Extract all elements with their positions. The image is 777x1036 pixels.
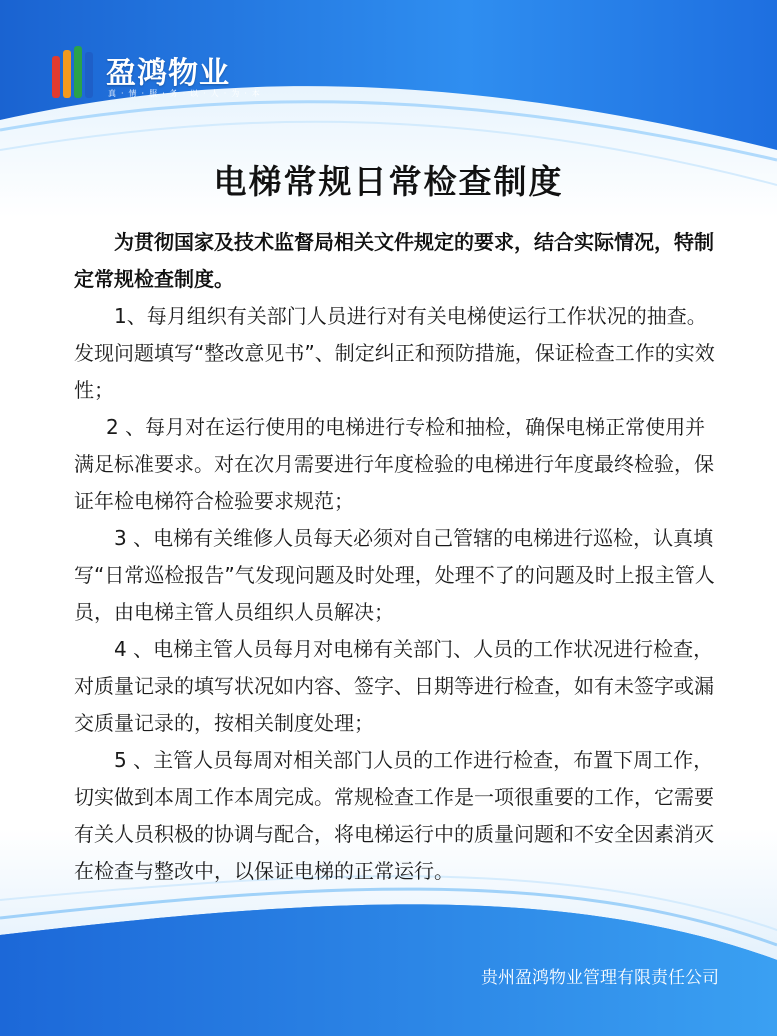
company-slogan: 真·情·服·务·以·人·为·本: [108, 89, 265, 98]
footer-company: 贵州盈鸿物业管理有限责任公司: [481, 968, 719, 988]
rule-item-2: 2 、每月对在运行使用的电梯进行专检和抽检，确保电梯正常使用并满足标准要求。对在次月需要进行年度检验的电梯进行年度最终检验，保证年检电梯符合检验要求规范；: [74, 415, 714, 513]
company-logo: [50, 44, 280, 104]
rule-item-1: 1、每月组织有关部门人员进行对有关电梯使运行工作状况的抽查。发现问题填写“整改意见书”、制定纠正和预防措施，保证检查工作的实效性；: [74, 304, 715, 402]
logo-stripes-icon: [50, 46, 98, 100]
rule-item-4: 4 、电梯主管人员每月对电梯有关部门、人员的工作状况进行检查，对质量记录的填写状况如内容、签字、日期等进行检查，如有未签字或漏交质量记录的，按相关制度处理；: [74, 637, 714, 735]
intro-paragraph: 为贯彻国家及技术监督局相关文件规定的要求，结合实际情况，特制定常规检查制度。: [74, 230, 714, 291]
rule-item-5: 5 、主管人员每周对相关部门人员的工作进行检查，布置下周工作，切实做到本周工作本周完成。常规检查工作是一项很重要的工作，它需要有关人员积极的协调与配合，将电梯运行中的质量问题和不安全因素消灭在检查与整改中，以保证电梯的正常运行。: [74, 748, 714, 883]
document-title: 电梯常规日常检查制度: [213, 162, 564, 201]
rule-item-3: 3 、电梯有关维修人员每天必须对自己管辖的电梯进行巡检，认真填写“日常巡检报告”气发现问题及时处理，处理不了的问题及时上报主管人员，由电梯主管人员组织人员解决；: [74, 526, 715, 624]
document-body: [74, 224, 720, 890]
company-name: 盈鸿物业: [106, 56, 230, 91]
